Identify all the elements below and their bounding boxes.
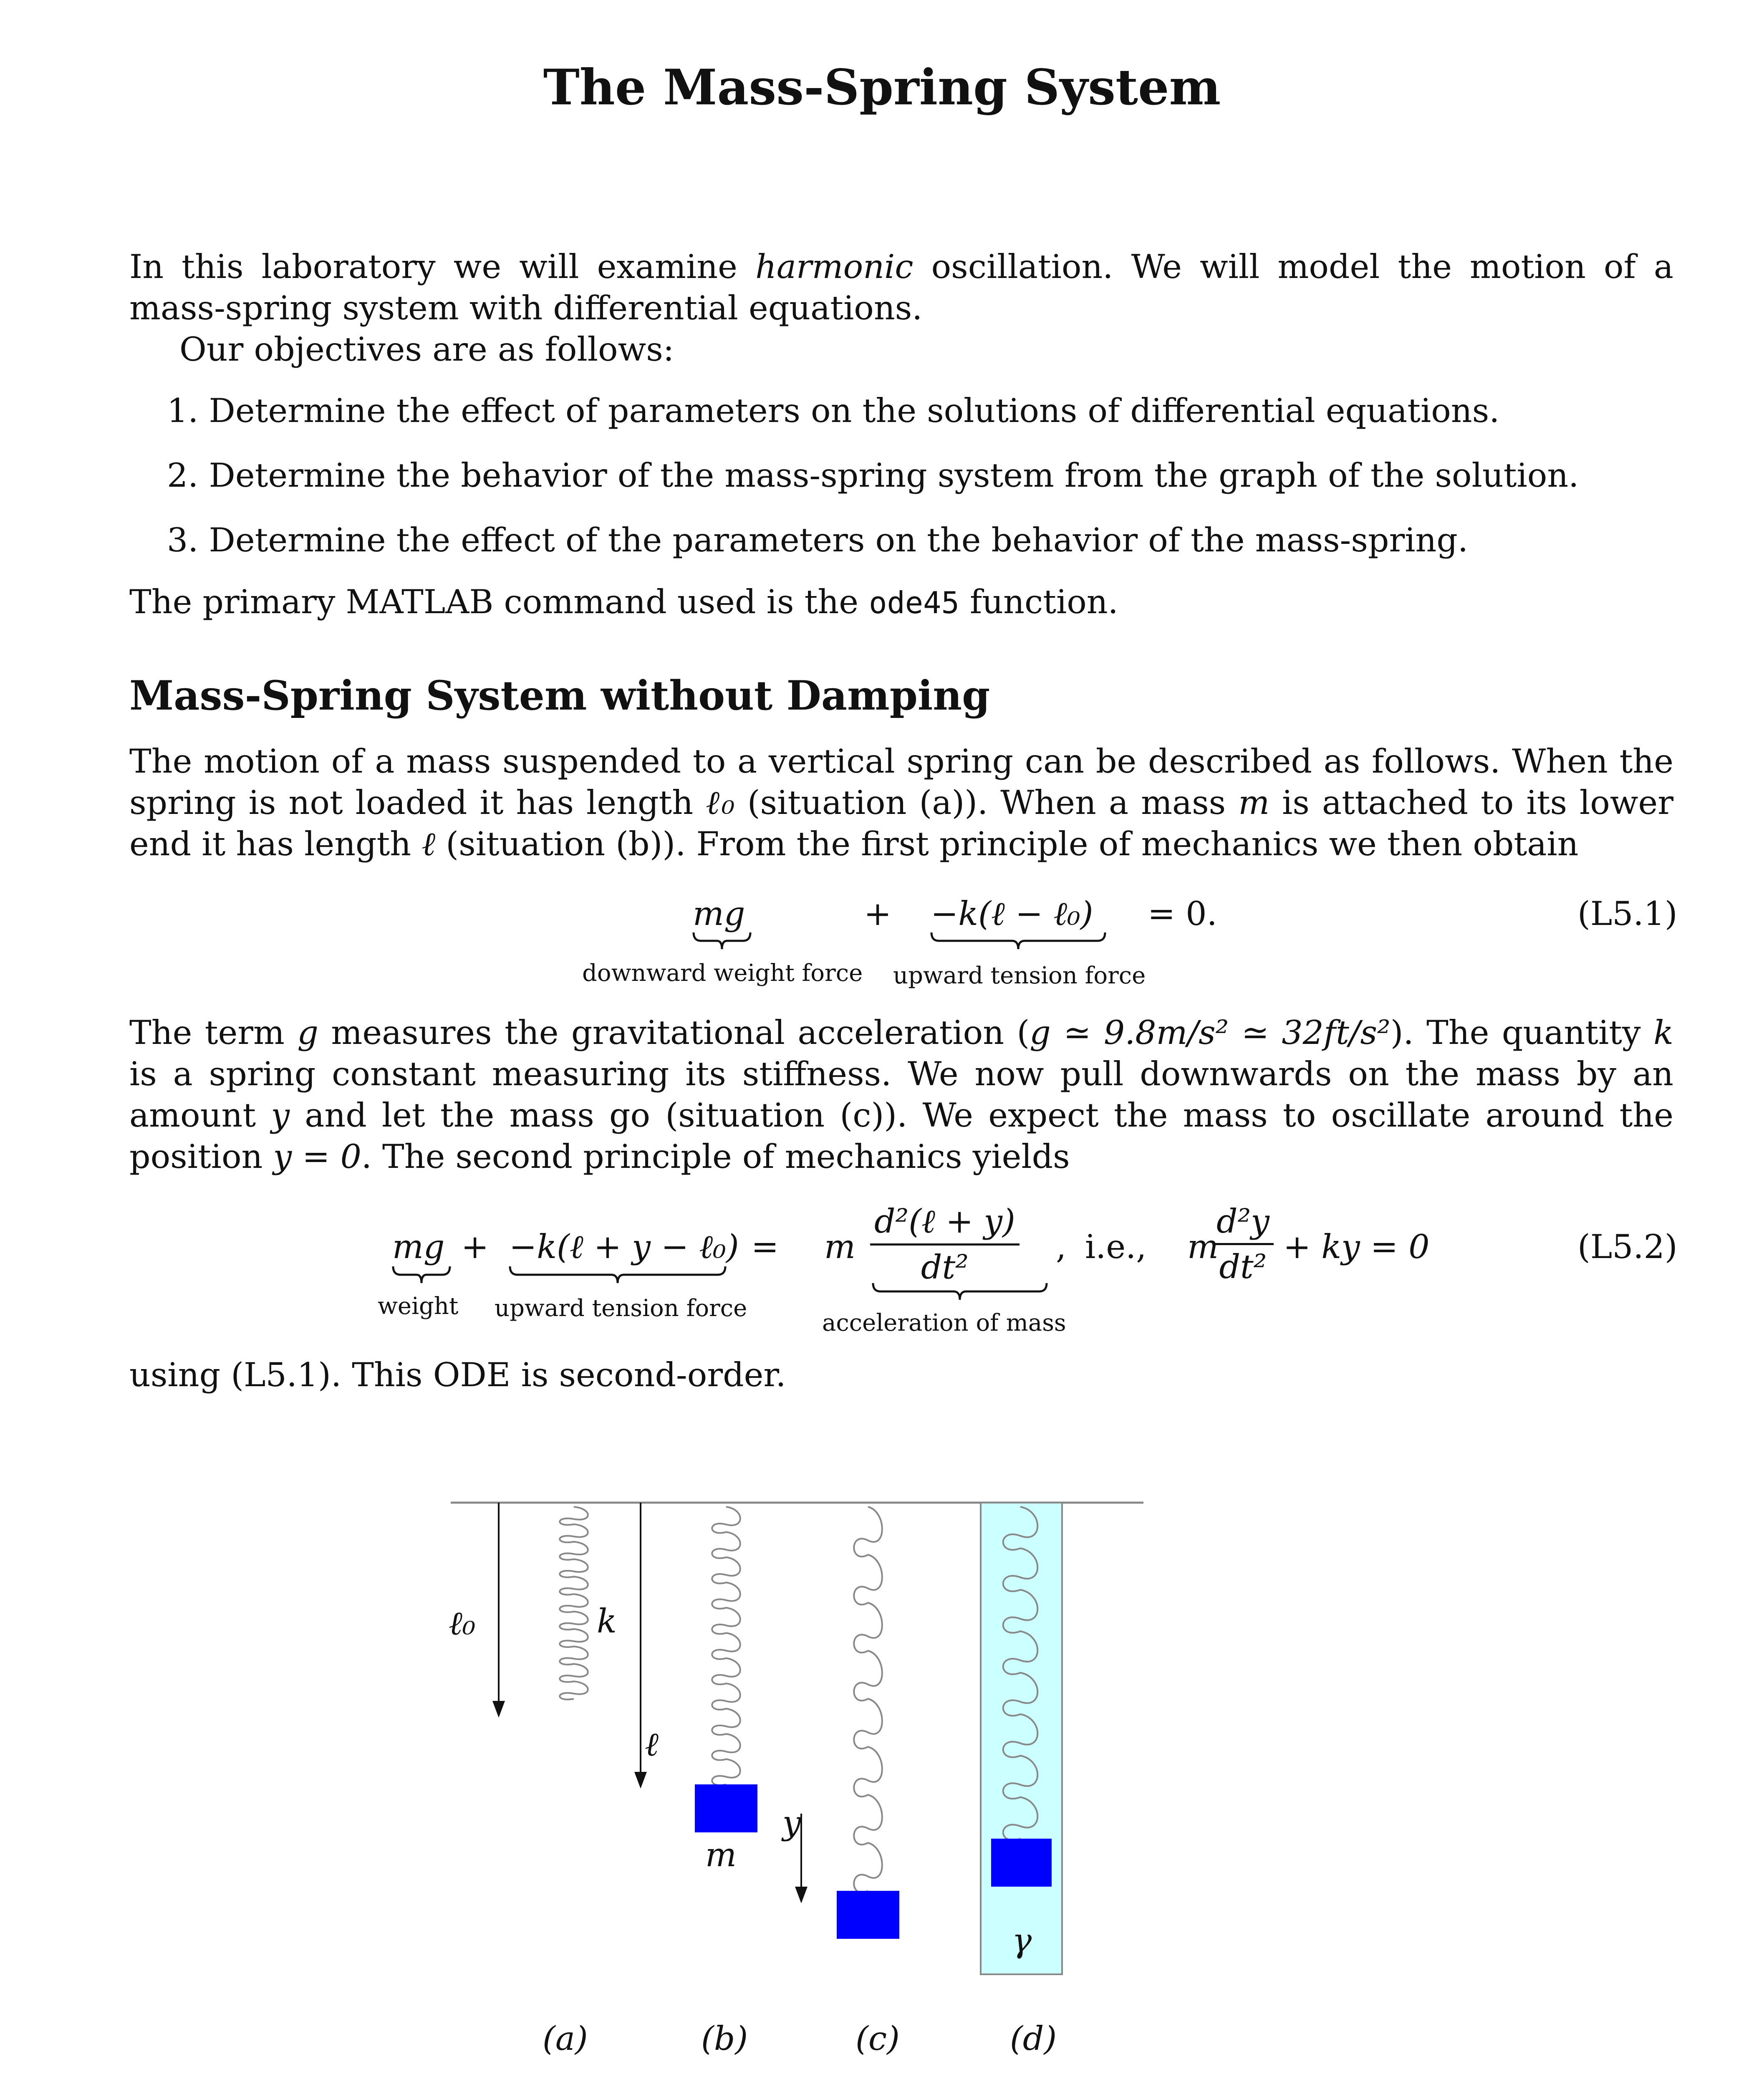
- eq2-term-tension: −k(ℓ + y − ℓ₀): [509, 1228, 739, 1266]
- math-k: k: [1653, 1013, 1673, 1052]
- text: (situation (a)). When a mass: [734, 783, 1239, 822]
- label-y: y: [782, 1804, 801, 1842]
- caption-a: (a): [543, 2019, 588, 2058]
- intro-emphasis: harmonic: [755, 248, 914, 286]
- objectives-intro: Our objectives are as follows:: [179, 330, 674, 369]
- label-gamma: γ: [1012, 1921, 1032, 1960]
- text: The term: [129, 1013, 298, 1052]
- numerator: d²y: [1212, 1202, 1274, 1245]
- label-m: m: [705, 1836, 737, 1874]
- eq2-label-acceleration: acceleration of mass: [822, 1309, 1066, 1337]
- spring-b: [712, 1507, 740, 1785]
- eq1-plus: +: [864, 894, 892, 933]
- math-y: y: [271, 1096, 290, 1134]
- math-l: ℓ: [421, 825, 436, 863]
- intro-text-b: oscillation. We will model the motion of a mass-spring system with differential equations.: [129, 248, 1674, 327]
- objective-text: Determine the behavior of the mass-spring system from the graph of the solution.: [209, 456, 1579, 495]
- eq2-plus: +: [461, 1228, 489, 1266]
- label-l0: ℓ₀: [449, 1604, 476, 1642]
- mass-b: [695, 1784, 757, 1832]
- eq2-m: m: [824, 1228, 856, 1266]
- section-heading: Mass-Spring System without Damping: [129, 672, 990, 719]
- eq2-rest: + ky = 0: [1283, 1228, 1430, 1266]
- text: . The second principle of mechanics yields: [361, 1137, 1070, 1176]
- eq1-label-weight: downward weight force: [582, 960, 863, 987]
- text: is attached to its lower end it has length: [129, 783, 1673, 863]
- eq2-ie: i.e.,: [1085, 1228, 1147, 1266]
- caption-c: (c): [856, 2019, 900, 2058]
- text: measures the gravitational acceleration (: [318, 1013, 1030, 1052]
- matlab-text-b: function.: [959, 583, 1118, 621]
- denominator: dt²: [1219, 1248, 1267, 1286]
- arrow-l-head: [634, 1772, 647, 1789]
- eq2-comma: ,: [1056, 1228, 1067, 1266]
- math-y0: y = 0: [273, 1137, 361, 1176]
- text: is a spring constant measuring its stiffness. We now pull downwards on the mass by an amount: [129, 1055, 1673, 1134]
- eq1-rhs: = 0.: [1148, 894, 1217, 933]
- eq1-label-tension: upward tension force: [893, 962, 1146, 989]
- spring-c: [854, 1507, 882, 1892]
- arrow-l0-head: [492, 1701, 505, 1718]
- eq2-number: (L5.2): [1577, 1228, 1678, 1266]
- mass-d: [991, 1839, 1052, 1887]
- eq2-label-tension: upward tension force: [495, 1295, 747, 1322]
- eq1-term-mg: mg: [693, 894, 745, 933]
- text: The motion of a mass suspended to a vertical spring can be described as follows. When the spring is not loaded it has length: [129, 742, 1673, 822]
- text: ). The quantity: [1390, 1013, 1654, 1052]
- label-l: ℓ: [645, 1725, 659, 1764]
- matlab-code: ode45: [869, 585, 959, 620]
- page-title: The Mass-Spring System: [543, 58, 1221, 116]
- after-eq2-text: using (L5.1). This ODE is second-order.: [129, 1356, 786, 1394]
- eq2-equals: =: [751, 1228, 779, 1266]
- text: (situation (b)). From the first principle of mechanics we then obtain: [435, 825, 1579, 863]
- intro-text-a: In this laboratory we will examine: [129, 248, 755, 286]
- numerator: d²(ℓ + y): [870, 1202, 1020, 1246]
- caption-d: (d): [1010, 2019, 1057, 2058]
- damper-cylinder: [981, 1503, 1062, 1974]
- objective-text: Determine the effect of the parameters on the behavior of the mass-spring.: [209, 521, 1469, 559]
- mass-c: [837, 1891, 899, 1939]
- denominator: dt²: [921, 1248, 969, 1286]
- text: and let the mass go (situation (c)). We expect the mass to oscillate around the position: [129, 1096, 1673, 1176]
- eq2-label-weight: weight: [378, 1293, 459, 1320]
- eq1-number: (L5.1): [1577, 894, 1678, 933]
- matlab-text-a: The primary MATLAB command used is the: [129, 583, 869, 621]
- eq2-term-mg: mg: [392, 1228, 445, 1266]
- objective-number: 3.: [167, 521, 199, 559]
- math-g: g: [297, 1013, 318, 1052]
- arrow-y-head: [795, 1887, 808, 1903]
- math-gravity: g ≃ 9.8m/s² ≃ 32ft/s²: [1030, 1013, 1391, 1052]
- eq1-term-tension: −k(ℓ − ℓ₀): [931, 894, 1093, 933]
- eq2-m2: m: [1187, 1228, 1219, 1266]
- caption-b: (b): [701, 2019, 748, 2058]
- math-m: m: [1238, 783, 1270, 822]
- math-l0: ℓ₀: [706, 783, 735, 822]
- spring-a: [560, 1507, 588, 1700]
- label-k: k: [597, 1602, 617, 1640]
- objective-number: 2.: [167, 456, 199, 495]
- objective-number: 1.: [167, 392, 199, 430]
- objective-text: Determine the effect of parameters on the solutions of differential equations.: [209, 392, 1500, 430]
